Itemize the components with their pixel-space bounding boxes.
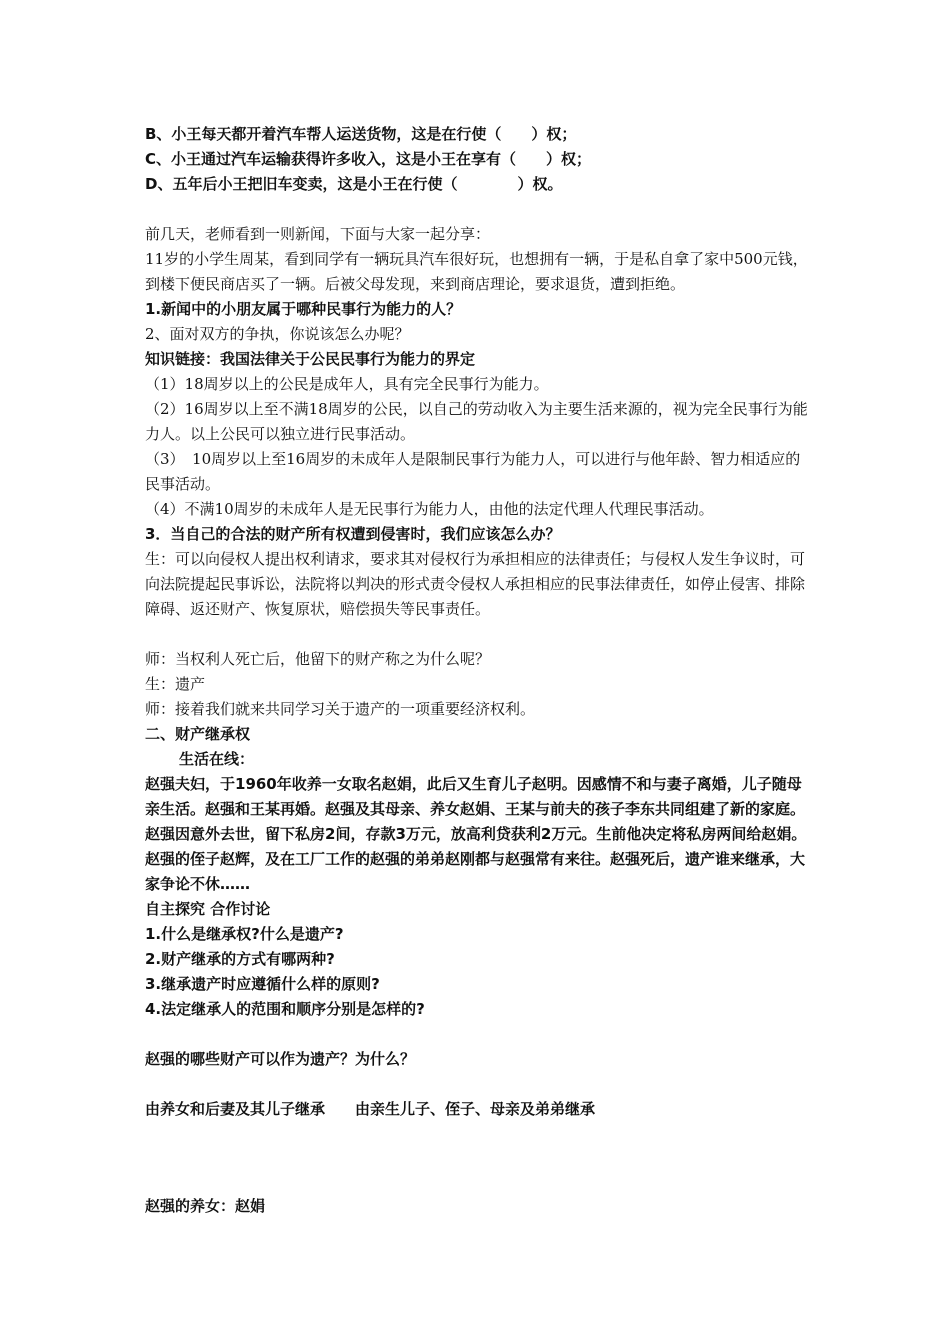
spacer <box>145 1122 815 1194</box>
news-intro: 前几天，老师看到一则新闻，下面与大家一起分享： <box>145 225 491 243</box>
discussion-q4: 4.法定继承人的范围和顺序分别是怎样的? <box>145 1000 425 1018</box>
spacer <box>145 1072 815 1097</box>
teacher-line-2: 师：接着我们就来共同学习关于遗产的一项重要经济权利。 <box>145 700 536 718</box>
question-2: 2、面对双方的争执，你说该怎么办呢？ <box>145 325 410 343</box>
spacer <box>145 197 815 222</box>
adopted-daughter-line: 赵强的养女：赵娟 <box>145 1197 266 1215</box>
knowledge-item-1: （1）18周岁以上的公民是成年人，具有完全民事行为能力。 <box>145 375 549 393</box>
option-d: D、五年后小王把旧车变卖，这是小王在行使（ ）权。 <box>145 175 563 193</box>
student-line-1: 生：遗产 <box>145 675 206 693</box>
option-c: C、小王通过汽车运输获得许多收入，这是小王在享有（ ）权； <box>145 150 592 168</box>
section-heading: 二、财产继承权 <box>145 725 251 743</box>
question-1: 1.新闻中的小朋友属于哪种民事行为能力的人？ <box>145 300 462 318</box>
discussion-q1: 1.什么是继承权?什么是遗产? <box>145 925 344 943</box>
estate-question: 赵强的哪些财产可以作为遗产？为什么？ <box>145 1050 416 1068</box>
document-page <box>145 122 815 1219</box>
option-b: B、小王每天都开着汽车帮人运送货物，这是在行使（ ）权； <box>145 125 577 143</box>
news-story: 11岁的小学生周某，看到同学有一辆玩具汽车很好玩，也想拥有一辆，于是私自拿了家中500元钱，到楼下便民商店买了一辆。后被父母发现，来到商店理论，要求退货，遭到拒绝。 <box>145 250 808 293</box>
life-online-heading: 生活在线： <box>179 750 255 768</box>
knowledge-item-2: （2）16周岁以上至不满18周岁的公民，以自己的劳动收入为主要生活来源的，视为完全民事行为能力人。以上公民可以独立进行民事活动。 <box>145 400 808 443</box>
question-3: 3．当自己的合法的财产所有权遭到侵害时，我们应该怎么办？ <box>145 525 561 543</box>
case-story: 赵强夫妇，于1960年收养一女取名赵娟，此后又生育儿子赵明。因感情不和与妻子离婚，儿子随母亲生活。赵强和王某再婚。赵强及其母亲、养女赵娟、王某与前夫的孩子李东共同组建了新的家庭。赵强因意外去世，留下私房2间，存款3万元，放高利贷获利2万元。生前他决定将私房两间给赵娟。赵强的侄子赵辉，及在工厂工作的赵强的弟弟赵刚都与赵强常有来往。赵强死后，遗产谁来继承，大家争论不休…… <box>145 775 807 893</box>
discussion-q3: 3.继承遗产时应遵循什么样的原则? <box>145 975 380 993</box>
knowledge-item-3: （3） 10周岁以上至16周岁的未成年人是限制民事行为能力人，可以进行与他年龄、智力相适应的民事活动。 <box>145 450 801 493</box>
spacer <box>145 1022 815 1047</box>
inheritance-options: 由养女和后妻及其儿子继承 由亲生儿子、侄子、母亲及弟弟继承 <box>145 1100 596 1118</box>
discussion-q2: 2.财产继承的方式有哪两种? <box>145 950 335 968</box>
teacher-line-1: 师：当权利人死亡后，他留下的财产称之为什么呢？ <box>145 650 491 668</box>
knowledge-link-heading: 知识链接：我国法律关于公民民事行为能力的界定 <box>145 350 476 368</box>
discussion-heading: 自主探究 合作讨论 <box>145 900 271 918</box>
knowledge-item-4: （4）不满10周岁的未成年人是无民事行为能力人，由他的法定代理人代理民事活动。 <box>145 500 714 518</box>
answer-3: 生：可以向侵权人提出权利请求，要求其对侵权行为承担相应的法律责任；与侵权人发生争议时，可向法院提起民事诉讼，法院将以判决的形式责令侵权人承担相应的民事法律责任，如停止侵害、排除障碍、返还财产、恢复原状，赔偿损失等民事责任。 <box>145 550 806 618</box>
spacer <box>145 622 815 647</box>
